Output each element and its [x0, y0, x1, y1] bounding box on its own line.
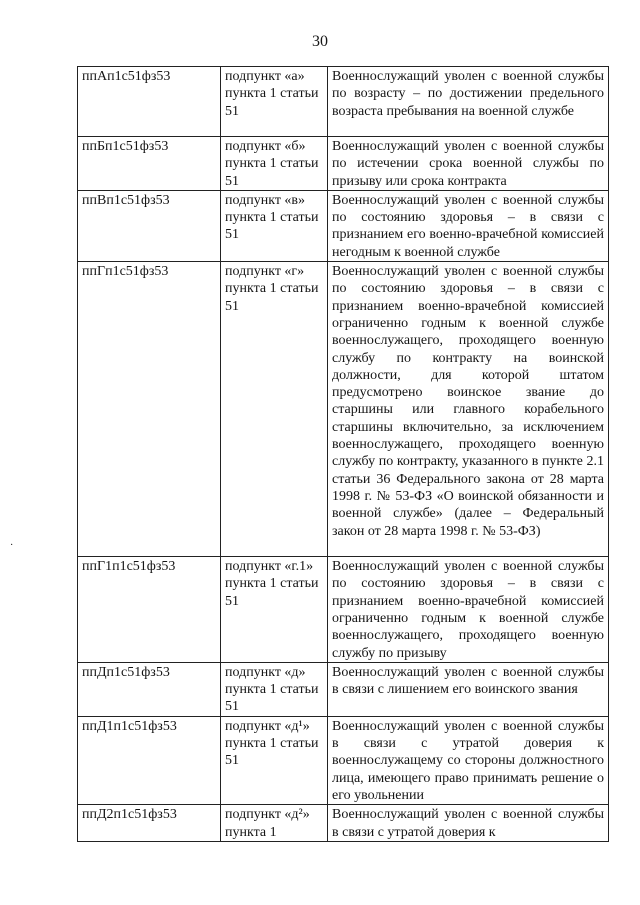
reference-cell: подпункт «д» пункта 1 статьи 51 [221, 662, 328, 716]
table-row [78, 557, 609, 663]
table-row [78, 262, 609, 557]
table-row [78, 662, 609, 716]
description-cell: Военнослужащий уволен с военной службы по состоянию здоровья – в связи с признанием военно-врачебной комиссией ограниченно годным к военной службе военнослужащего, проходящего военную службу по контракту на воинской должности, для которой штатом предусмотрено воинское звание до старшины или главного корабельного старшины включительно, за исключением военнослужащего, проходящего военную службу по контракту, указанного в пункте 2.1 статьи 36 Федерального закона от 28 марта 1998 г. № 53-ФЗ «О воинской обязанности и военной службе» (далее – Федеральный закон от 28 марта 1998 г. № 53-ФЗ) [328, 262, 609, 557]
description-cell: Военнослужащий уволен с военной службы по возрасту – по достижении предельного возраста пребывания на военной службе [328, 67, 609, 137]
codes-table [77, 66, 609, 842]
reference-cell: подпункт «г» пункта 1 статьи 51 [221, 262, 328, 557]
reference-cell: подпункт «в» пункта 1 статьи 51 [221, 190, 328, 261]
table-row [78, 190, 609, 261]
code-cell: ппГ1п1с51фз53 [78, 557, 221, 663]
reference-cell: подпункт «б» пункта 1 статьи 51 [221, 137, 328, 191]
code-cell: ппД2п1с51фз53 [78, 805, 221, 842]
reference-cell: подпункт «а» пункта 1 статьи 51 [221, 67, 328, 137]
reference-cell: подпункт «г.1» пункта 1 статьи 51 [221, 557, 328, 663]
code-cell: ппАп1с51фз53 [78, 67, 221, 137]
reference-cell: подпункт «д²» пункта 1 [221, 805, 328, 842]
table-row [78, 716, 609, 804]
description-cell: Военнослужащий уволен с военной службы в связи с утратой доверия к военнослужащему со стороны должностного лица, имеющего право принимать решение о его увольнении [328, 716, 609, 804]
code-cell: ппГп1с51фз53 [78, 262, 221, 557]
page-number: 30 [312, 33, 328, 50]
table-row [78, 805, 609, 842]
code-cell: ппДп1с51фз53 [78, 662, 221, 716]
reference-cell: подпункт «д¹» пункта 1 статьи 51 [221, 716, 328, 804]
code-cell: ппД1п1с51фз53 [78, 716, 221, 804]
code-cell: ппВп1с51фз53 [78, 190, 221, 261]
description-cell: Военнослужащий уволен с военной службы по состоянию здоровья – в связи с признанием военно-врачебной комиссией ограниченно годным к военной службе военнослужащего, проходящего военную службу по призыву [328, 557, 609, 663]
code-cell: ппБп1с51фз53 [78, 137, 221, 191]
description-cell: Военнослужащий уволен с военной службы по состоянию здоровья – в связи с признанием его военно-врачебной комиссией негодным к военной службе [328, 190, 609, 261]
table-row [78, 67, 609, 137]
table-row [78, 137, 609, 191]
description-cell: Военнослужащий уволен с военной службы в связи с лишением его воинского звания [328, 662, 609, 716]
description-cell: Военнослужащий уволен с военной службы по истечении срока военной службы по призыву или срока контракта [328, 137, 609, 191]
description-cell: Военнослужащий уволен с военной службы в связи с утратой доверия к [328, 805, 609, 842]
scan-speck: · [10, 540, 14, 551]
